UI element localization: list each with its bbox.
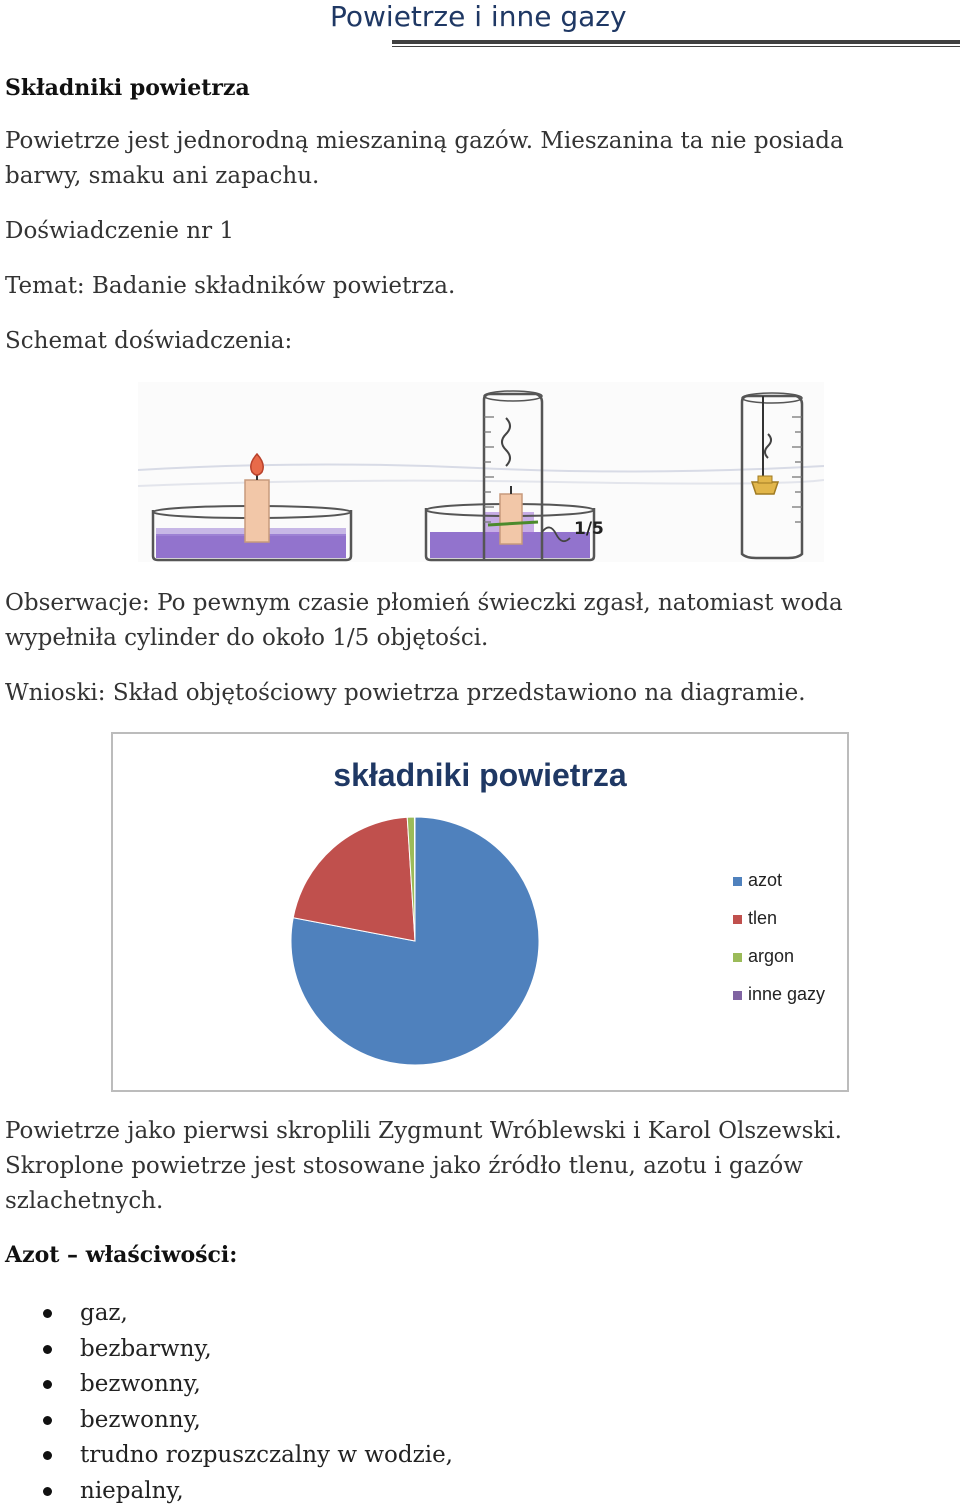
bullet-icon bbox=[43, 1380, 52, 1389]
conclusions-text: Wnioski: Skład objętościowy powietrza przedstawiono na diagramie. bbox=[5, 676, 806, 711]
legend-label: tlen bbox=[748, 908, 777, 928]
experiment-illustration bbox=[138, 382, 824, 562]
chart-title: składniki powietrza bbox=[333, 757, 627, 793]
dish-with-cylinder bbox=[426, 391, 604, 560]
experiment-number: Doświadczenie nr 1 bbox=[5, 214, 234, 249]
paragraph2-line-2: Skroplone powietrze jest stosowane jako źródło tlenu, azotu i gazów bbox=[5, 1149, 803, 1184]
list-item: niepalny, bbox=[0, 1474, 453, 1509]
paragraph2-line-3: szlachetnych. bbox=[5, 1184, 163, 1219]
list-item: bezwonny, bbox=[0, 1367, 453, 1403]
list-item: bezwonny, bbox=[0, 1403, 453, 1439]
legend-swatch bbox=[733, 877, 742, 886]
dish-with-candle bbox=[153, 454, 351, 560]
list-item: gaz, bbox=[0, 1296, 453, 1332]
legend-label: azot bbox=[748, 870, 782, 890]
legend-swatch bbox=[733, 991, 742, 1000]
section-heading-nitrogen: Azot – właściwości: bbox=[5, 1238, 237, 1273]
header-rule bbox=[392, 40, 960, 44]
bullet-icon bbox=[43, 1309, 52, 1318]
observations-line-2: wypełniła cylinder do około 1/5 objętości. bbox=[5, 621, 488, 656]
pie-slice-inne-gazy bbox=[414, 817, 415, 941]
bullet-icon bbox=[43, 1451, 52, 1460]
experiment-schema-label: Schemat doświadczenia: bbox=[5, 324, 292, 359]
pie-chart bbox=[113, 734, 847, 1090]
list-item: bezbarwny, bbox=[0, 1332, 453, 1368]
pie-chart-frame bbox=[111, 732, 849, 1092]
experiment-topic: Temat: Badanie składników powietrza. bbox=[5, 269, 455, 304]
nitrogen-properties-list bbox=[0, 1296, 453, 1509]
header-rule-thin bbox=[392, 46, 960, 47]
legend-label: inne gazy bbox=[748, 984, 825, 1004]
figure-label-fraction: 1/5 bbox=[574, 519, 604, 539]
observations-line-1: Obserwacje: Po pewnym czasie płomień świeczki zgasł, natomiast woda bbox=[5, 586, 843, 621]
legend-label: argon bbox=[748, 946, 794, 966]
list-item: trudno rozpuszczalny w wodzie, bbox=[0, 1438, 453, 1474]
bullet-icon bbox=[43, 1345, 52, 1354]
intro-line-2: barwy, smaku ani zapachu. bbox=[5, 159, 319, 194]
section-heading-components: Składniki powietrza bbox=[5, 71, 250, 106]
paragraph2-line-1: Powietrze jako pierwsi skroplili Zygmunt Wróblewski i Karol Olszewski. bbox=[5, 1114, 842, 1149]
legend-swatch bbox=[733, 953, 742, 962]
intro-line-1: Powietrze jest jednorodną mieszaniną gazów. Mieszanina ta nie posiada bbox=[5, 124, 844, 159]
experiment-drawing bbox=[138, 382, 824, 562]
bullet-icon bbox=[43, 1487, 52, 1496]
page-header-title: Powietrze i inne gazy bbox=[330, 0, 627, 33]
cylinder-with-spoon bbox=[742, 393, 802, 558]
bullet-icon bbox=[43, 1416, 52, 1425]
legend-swatch bbox=[733, 915, 742, 924]
